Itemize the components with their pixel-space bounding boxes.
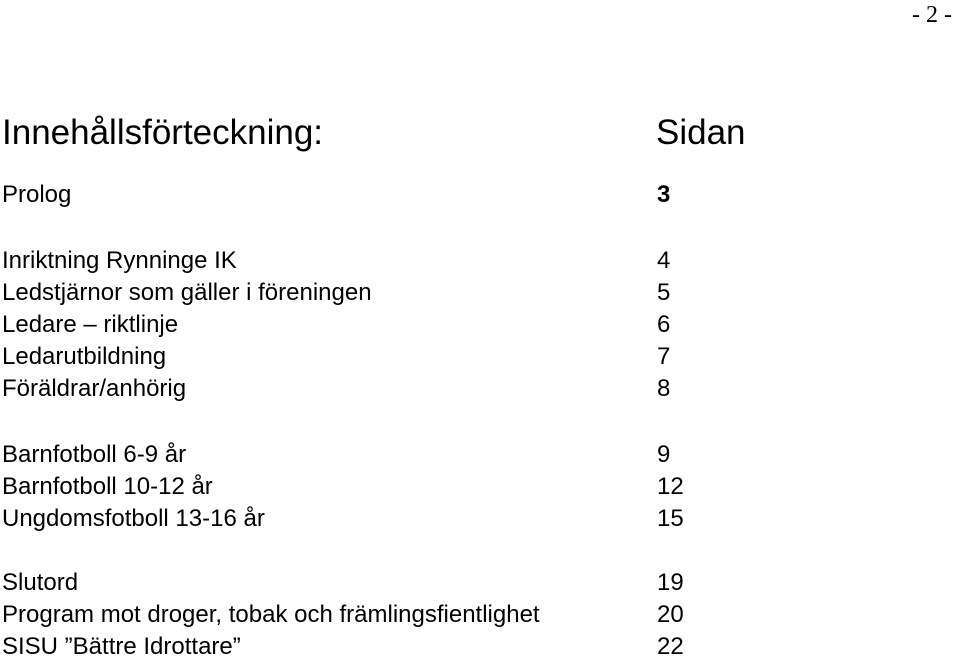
toc-entry-page: 7 — [657, 343, 671, 370]
toc-entry-label: Ledstjärnor som gäller i föreningen — [2, 279, 372, 306]
page-number: - 2 - — [912, 2, 952, 28]
toc-entry-page: 20 — [657, 601, 684, 628]
page-column-label: Sidan — [656, 113, 746, 152]
toc-entry-page: 8 — [657, 375, 671, 402]
toc-entry-page: 5 — [657, 279, 671, 306]
toc-entry-label: Ungdomsfotboll 13-16 år — [2, 505, 265, 532]
toc-entry-label: Ledare – riktlinje — [2, 311, 179, 338]
toc-entry-label: Föräldrar/anhörig — [2, 375, 187, 402]
toc-entry-label: Prolog — [2, 181, 72, 208]
toc-entry-label: SISU ”Bättre Idrottare” — [2, 633, 241, 660]
toc-entry-label: Program mot droger, tobak och främlingsfientlighet — [2, 601, 540, 628]
toc-entry-label: Inriktning Rynninge IK — [2, 247, 237, 274]
toc-entry-page: 4 — [657, 247, 671, 274]
toc-entry-page: 15 — [657, 505, 684, 532]
toc-entry-label: Slutord — [2, 569, 79, 596]
toc-entry-page: 22 — [657, 633, 684, 660]
toc-entry-page: 12 — [657, 473, 684, 500]
toc-title: Innehållsförteckning: — [2, 113, 324, 152]
toc-entry-page: 3 — [657, 181, 671, 208]
toc-entry-page: 9 — [657, 441, 671, 468]
toc-entry-page: 19 — [657, 569, 684, 596]
toc-entry-page: 6 — [657, 311, 671, 338]
toc-entry-label: Barnfotboll 6-9 år — [2, 441, 187, 468]
toc-entry-label: Ledarutbildning — [2, 343, 167, 370]
toc-entry-label: Barnfotboll 10-12 år — [2, 473, 213, 500]
